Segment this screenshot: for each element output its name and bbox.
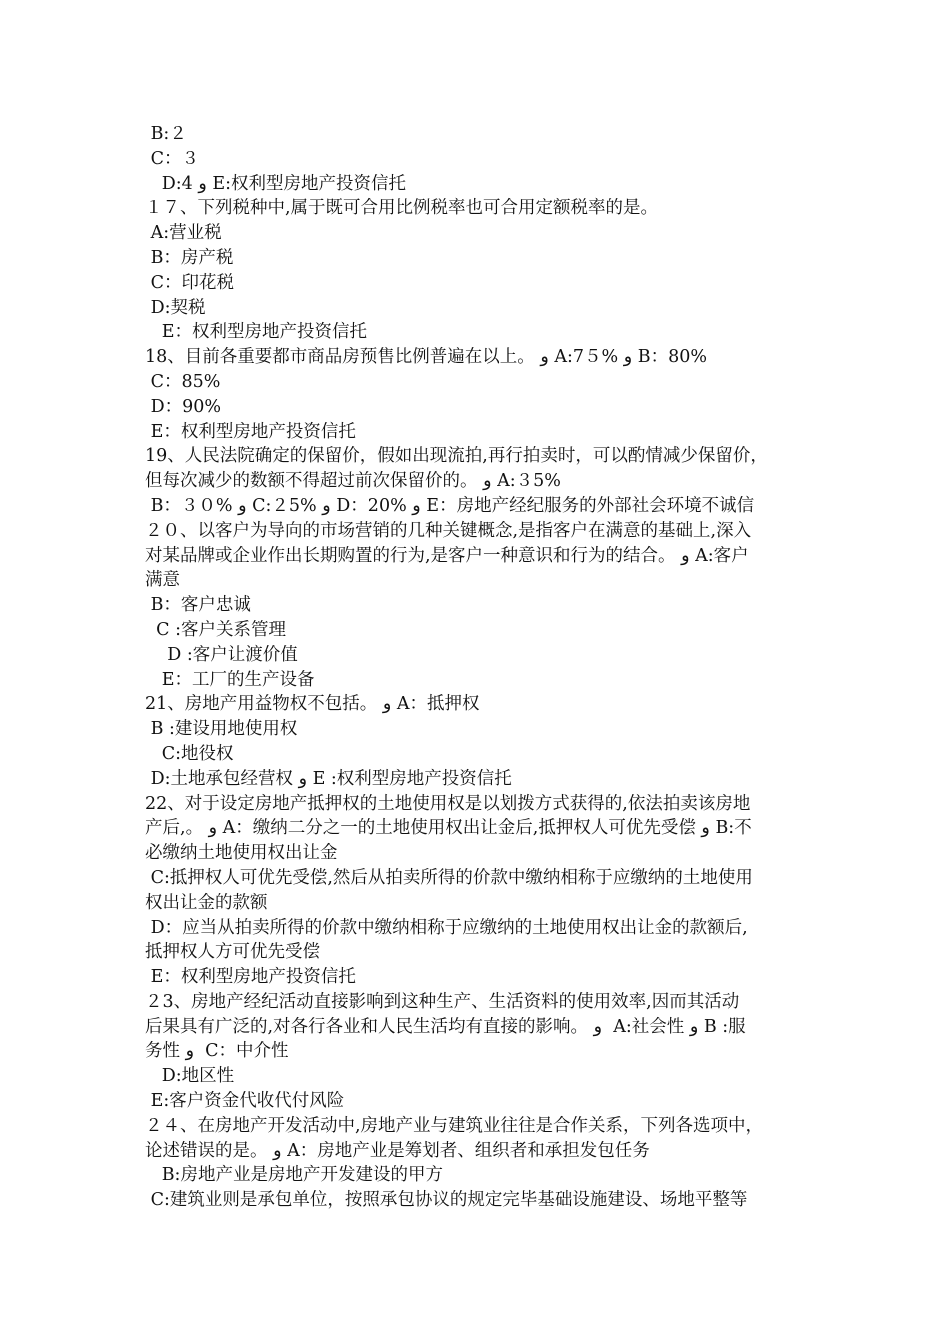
option-line: C：印花税: [145, 272, 234, 293]
option-line: D:契税: [145, 297, 206, 318]
question-17-text: １７、下列税种中,属于既可合用比例税率也可合用定额税率的是。: [145, 198, 659, 219]
option-line: D :客户让渡价值: [145, 644, 298, 665]
question-23-text: ２3、房地产经纪活动直接影响到这种生产、生活资料的使用效率,因而其活动: [145, 991, 740, 1012]
option-line: 抵押权人方可优先受偿: [145, 942, 320, 963]
option-line: C:地役权: [145, 743, 234, 764]
question-18-text: 18、目前各重要都市商品房预售比例普遍在以上。 و A:7５% و B：80%: [145, 347, 707, 368]
option-line: C:抵押权人可优先受偿,然后从拍卖所得的价款中缴纳相称于应缴纳的土地使用: [145, 867, 753, 888]
question-22-text: 必缴纳土地使用权出让金: [145, 843, 338, 864]
document-body: [145, 122, 817, 1213]
option-line: E：权利型房地产投资信托: [145, 967, 356, 988]
option-line: D:土地承包经营权 و E :权利型房地产投资信托: [145, 768, 512, 789]
question-22-text: 产后,。 و A：缴纳二分之一的土地使用权出让金后,抵押权人可优先受偿 و B:不: [145, 818, 752, 839]
question-21-text: 21、房地产用益物权不包括。 و A：抵押权: [145, 694, 480, 715]
option-line: B：３０% و C:２5% و D：20% و E：房地产经纪服务的外部社会环境不诚信: [145, 495, 755, 516]
question-24-text: ２４、在房地产开发活动中,房地产业与建筑业往往是合作关系，下列各选项中，: [145, 1115, 764, 1136]
option-line: D:地区性: [145, 1066, 235, 1087]
question-19-text: 但每次减少的数额不得超过前次保留价的。 و A:３5%: [145, 471, 561, 492]
option-line: D:4 و E:权利型房地产投资信托: [145, 173, 406, 194]
option-line: A:营业税: [145, 223, 222, 244]
option-line: C：３: [145, 148, 199, 169]
option-line: B:房地产业是房地产开发建设的甲方: [145, 1165, 443, 1186]
question-24-text: 论述错误的是。 و A：房地产业是筹划者、组织者和承担发包任务: [145, 1140, 650, 1161]
option-line: 权出让金的款额: [145, 892, 268, 913]
option-line: E：权利型房地产投资信托: [145, 421, 356, 442]
question-20-text: ２０、以客户为导向的市场营销的几种关键概念,是指客户在满意的基础上,深入: [145, 520, 752, 541]
option-line: B :建设用地使用权: [145, 719, 298, 740]
option-line: B：客户忠诚: [145, 595, 251, 616]
option-line: C:建筑业则是承包单位，按照承包协议的规定完毕基础设施建设、场地平整等: [145, 1190, 748, 1211]
question-19-text: 19、人民法院确定的保留价，假如出现流拍,再行拍卖时，可以酌情减少保留价，: [145, 446, 768, 467]
option-line: E：权利型房地产投资信托: [145, 322, 367, 343]
option-line: E：工厂的生产设备: [145, 669, 315, 690]
question-20-text: 对某品牌或企业作出长期购置的行为,是客户一种意识和行为的结合。 و A:客户: [145, 545, 749, 566]
option-line: E:客户资金代收代付风险: [145, 1091, 345, 1112]
option-line: C：85%: [145, 371, 221, 392]
question-23-text: 务性 و C：中介性: [145, 1041, 289, 1062]
option-line: B:２: [145, 124, 187, 144]
question-23-text: 后果具有广泛的,对各行各业和人民生活均有直接的影响。 و A:社会性 و B :服: [145, 1016, 746, 1037]
option-line: D：应当从拍卖所得的价款中缴纳相称于应缴纳的土地使用权出让金的款额后,: [145, 917, 748, 938]
question-20-text: 满意: [145, 570, 180, 591]
option-line: B：房产税: [145, 247, 234, 268]
question-22-text: 22、对于设定房地产抵押权的土地使用权是以划拨方式获得的,依法拍卖该房地: [145, 793, 751, 814]
option-line: C :客户关系管理: [145, 619, 286, 640]
option-line: D：90%: [145, 396, 221, 417]
